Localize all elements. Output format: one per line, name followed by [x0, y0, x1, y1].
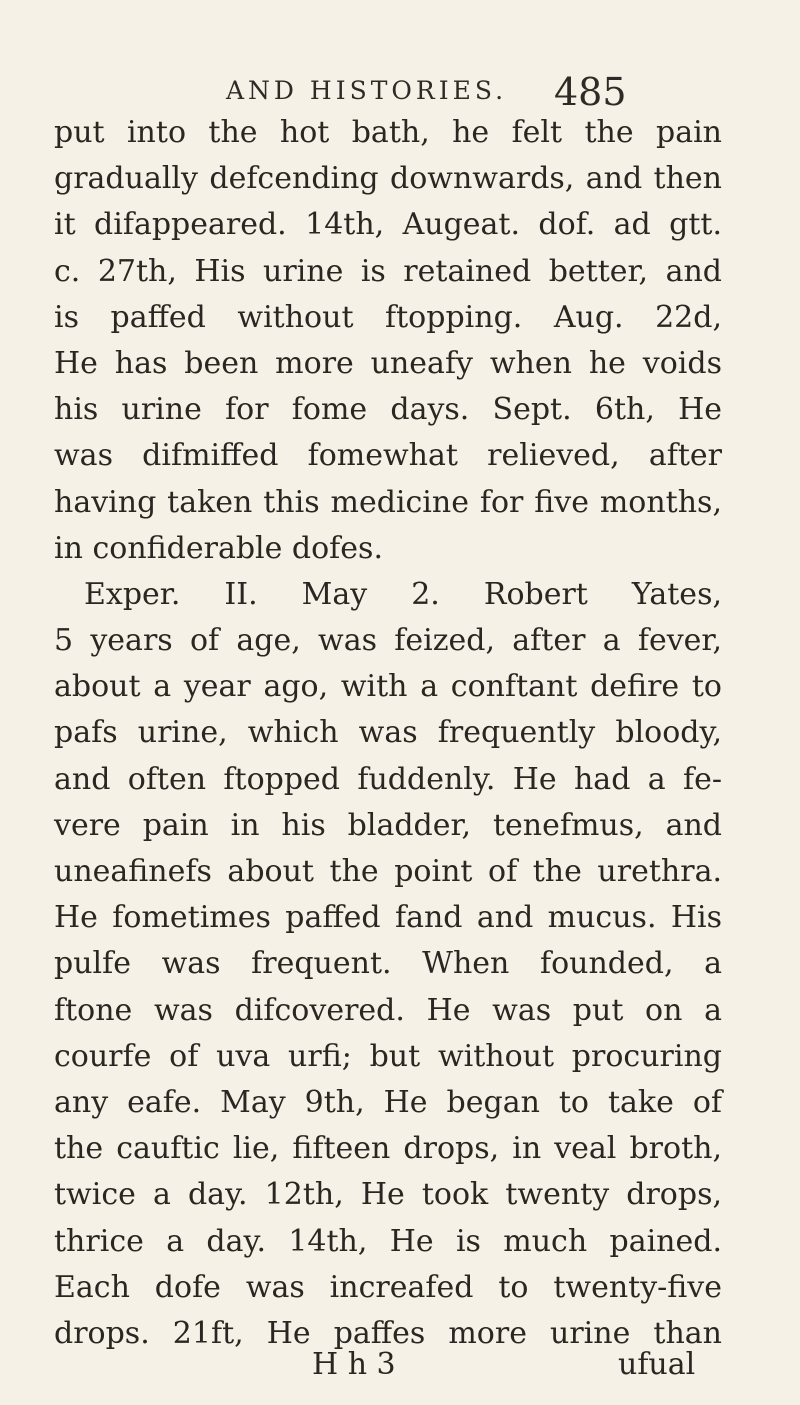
experiment-heading-line: Exper. II. May 2. Robert Yates, [84, 576, 722, 612]
text-line: drops. 21ft, He paffes more urine than [54, 1315, 722, 1351]
signature-mark: H h 3 [312, 1347, 396, 1382]
page-number: 485 [554, 70, 627, 114]
text-line: ftone was difcovered. He was put on a [54, 992, 722, 1028]
text-line: put into the hot bath, he felt the pain [54, 115, 722, 150]
footer-line [0, 1342, 800, 1388]
text-line: the cauftic lie, fifteen drops, in veal broth, [54, 1131, 722, 1167]
text-line: He fometimes paffed fand and mucus. His [54, 900, 722, 936]
text-line: pulfe was frequent. When founded, a [54, 946, 722, 982]
text-line: it difappeared. 14th, Augeat. dof. ad gtt. [54, 207, 722, 243]
text-line: his urine for fome days. Sept. 6th, He [54, 392, 722, 428]
running-head: AND HISTORIES. [226, 76, 508, 105]
catchword: ufual [618, 1347, 696, 1382]
text-line: and often ftopped fuddenly. He had a fe- [54, 761, 722, 797]
text-line: was difmiffed fomewhat relieved, after [54, 438, 722, 474]
text-line: gradually defcending downwards, and then [54, 161, 722, 197]
text-line: is paffed without ftopping. Aug. 22d, [54, 299, 722, 335]
body-text [54, 110, 722, 1357]
text-line: thrice a day. 14th, He is much pained. [54, 1223, 722, 1259]
text-line: Each dofe was increafed to twenty-five [54, 1269, 722, 1305]
text-line: twice a day. 12th, He took twenty drops, [54, 1177, 722, 1213]
text-line: having taken this medicine for five months, [54, 484, 722, 520]
text-line: pafs urine, which was frequently bloody, [54, 715, 722, 751]
text-line: vere pain in his bladder, tenefmus, and [54, 807, 722, 843]
text-line: uneafinefs about the point of the urethra. [54, 854, 722, 889]
text-line: courfe of uva urfi; but without procuring [54, 1038, 722, 1074]
text-line: any eafe. May 9th, He began to take of [54, 1084, 722, 1120]
text-line: about a year ago, with a conftant defire to [54, 669, 722, 705]
text-line: in confiderable dofes. [54, 530, 383, 566]
text-line: He has been more uneafy when he voids [54, 345, 722, 381]
text-line: c. 27th, His urine is retained better, and [54, 253, 722, 289]
text-line: 5 years of age, was feized, after a fever, [54, 623, 722, 659]
